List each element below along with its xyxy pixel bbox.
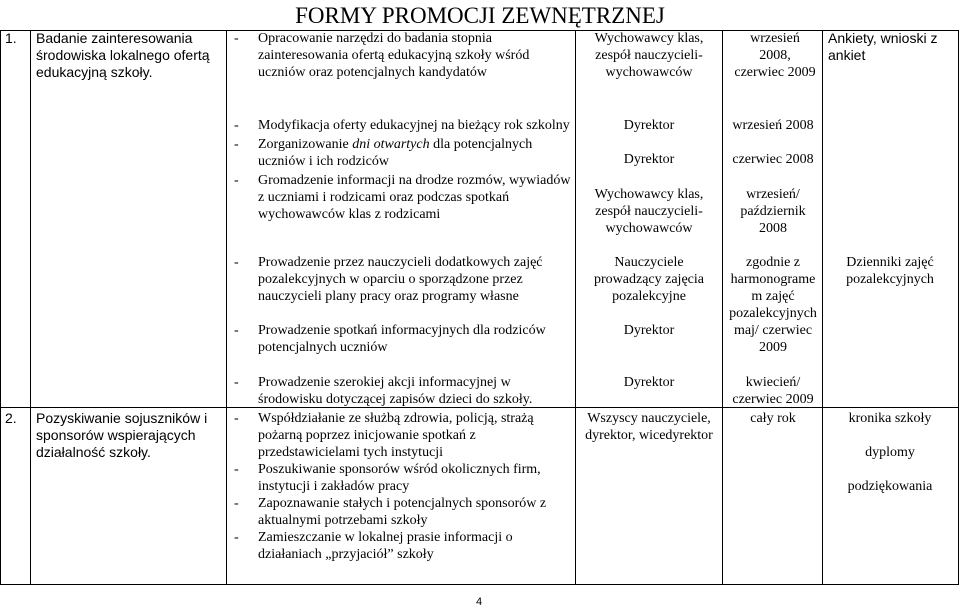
task-text: Modyfikacja oferty edukacyjnej na bieżący rok szkolny	[258, 118, 570, 133]
list-dash: -	[234, 118, 239, 133]
list-dash: -	[234, 137, 239, 152]
task-text: Prowadzenie szerokiej akcji informacyjnej w środowisku dotyczącej zapisów dzieci do szkoły.	[258, 375, 533, 407]
list-dash: -	[234, 323, 239, 338]
task-item	[234, 254, 574, 305]
task-text: Gromadzenie informacji na drodze rozmów, wywiadów z uczniami i rodzicami oraz podczas spotkań wychowawców klas z rodzicami	[258, 173, 571, 222]
date-cell: kwiecień/ czerwiec 2009	[732, 375, 814, 407]
list-dash: -	[234, 530, 239, 545]
task-text: Prowadzenie spotkań informacyjnych dla rodziców potencjalnych uczniów	[258, 323, 546, 355]
page-number: 4	[476, 596, 483, 608]
task-item	[234, 495, 574, 529]
date-cell: wrzesień 2008	[732, 118, 814, 133]
list-dash: -	[234, 375, 239, 390]
result-cell: Ankiety, wnioski z ankiet	[828, 30, 938, 63]
result-cell: kronika szkoły	[848, 411, 932, 426]
task-text: Prowadzenie przez nauczycieli dodatkowych zajęć pozalekcyjnych w oparciu o sporządzone przez nauczycieli plany pracy oraz programy własne	[258, 255, 543, 304]
page-title: FORMY PROMOCJI ZEWNĘTRZNEJ	[295, 3, 665, 28]
list-dash: -	[234, 31, 239, 46]
col-divider	[722, 30, 723, 585]
result-cell: dyplomy	[865, 445, 915, 460]
task-item	[234, 322, 574, 356]
task-item	[234, 410, 574, 461]
task-list	[234, 117, 574, 223]
responsible-cell: Dyrektor	[623, 323, 675, 338]
row-number: 2.	[5, 410, 17, 426]
date-cell: czerwiec 2008	[732, 152, 814, 167]
task-item	[234, 461, 574, 495]
task-list	[234, 374, 574, 408]
date-cell: cały rok	[750, 411, 796, 426]
list-dash: -	[234, 411, 239, 426]
col-divider	[822, 30, 823, 585]
col-divider	[226, 30, 227, 585]
list-dash: -	[234, 462, 239, 477]
task-item	[234, 117, 574, 134]
col-divider	[575, 30, 576, 585]
task-list	[234, 254, 574, 356]
goal-cell: Badanie zainteresowania środowiska lokalnego ofertą edukacyjną szkoły.	[36, 30, 210, 80]
table-bottom-border	[0, 584, 959, 585]
col-divider	[30, 30, 31, 585]
result-cell: Dzienniki zajęć pozalekcyjnych	[846, 255, 934, 287]
task-list	[234, 410, 574, 563]
table-right-border	[958, 30, 959, 585]
result-cell: podziękowania	[847, 479, 933, 494]
task-text: Zamieszczanie w lokalnej prasie informacji o działaniach „przyjaciół” szkoły	[258, 530, 513, 562]
task-text-emphasis: dni otwartych	[352, 137, 430, 152]
task-item	[234, 374, 574, 408]
list-dash: -	[234, 496, 239, 511]
list-dash: -	[234, 173, 239, 188]
task-list	[234, 30, 574, 81]
task-text: Opracowanie narzędzi do badania stopnia zainteresowania ofertą edukacyjną szkoły wśród uczniów oraz potencjalnych kandydatów	[258, 31, 530, 80]
task-item	[234, 529, 574, 563]
responsible-cell: Dyrektor	[623, 375, 675, 390]
responsible-cell: Wychowawcy klas, zespół nauczycieli-wychowawców	[594, 187, 704, 236]
task-text-pre: Zorganizowanie	[258, 137, 353, 152]
goal-cell: Pozyskiwanie sojuszników i sponsorów wspierających działalność szkoły.	[36, 410, 208, 460]
task-item	[234, 30, 574, 81]
task-item	[234, 136, 574, 170]
responsible-cell: Wychowawcy klas, zespół nauczycieli-wychowawców	[594, 31, 704, 80]
responsible-cell: Dyrektor	[623, 118, 675, 133]
date-cell: wrzesień/ październik 2008	[740, 187, 806, 236]
responsible-cell: Nauczyciele prowadzący zajęcia pozalekcyjne	[594, 255, 704, 304]
row-number: 1.	[5, 30, 17, 46]
task-text: Zapoznawanie stałych i potencjalnych sponsorów z aktualnymi potrzebami szkoły	[258, 496, 547, 528]
date-cell: wrzesień 2008, czerwiec 2009	[734, 31, 816, 80]
task-text: Poszukiwanie sponsorów wśród okolicznych firm, instytucji i zakładów pracy	[258, 462, 541, 494]
date-cell: zgodnie z harmonograme m zajęć pozalekcyjnych maj/ czerwiec 2009	[729, 255, 817, 355]
responsible-cell: Wszyscy nauczyciele, dyrektor, wicedyrektor	[585, 411, 713, 443]
table-left-border	[0, 30, 1, 585]
task-item	[234, 172, 574, 223]
responsible-cell: Dyrektor	[623, 152, 675, 167]
list-dash: -	[234, 255, 239, 270]
task-text: Współdziałanie ze służbą zdrowia, policją, strażą pożarną poprzez inicjowanie spotkań z przedstawicielami tych instytucji	[258, 411, 534, 460]
task-text-post: dla potencjalnych uczniów i ich rodziców	[258, 137, 533, 169]
